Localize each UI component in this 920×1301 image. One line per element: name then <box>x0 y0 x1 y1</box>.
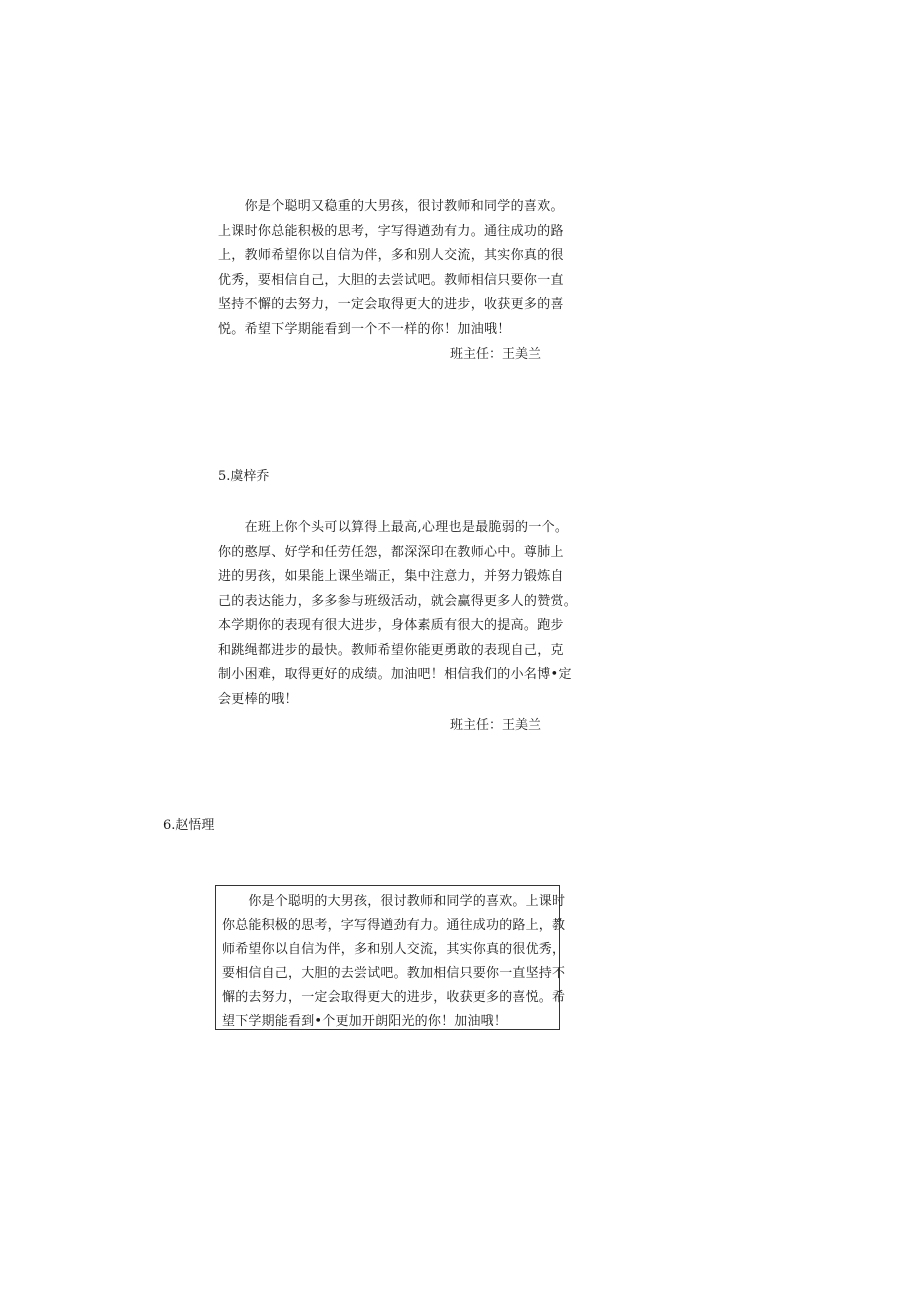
comment-line: 你总能积极的思考，字写得遒劲有力。通往成功的路上，教 <box>222 918 566 933</box>
comment-line: 制小困难，取得更好的成绩。加油吧！相信我们的小名博•定 <box>218 667 572 682</box>
teacher-signature-1: 班主任：王美兰 <box>450 347 542 362</box>
comment-line: 会更棒的哦！ <box>218 691 298 707</box>
comment-paragraph-5 <box>218 516 577 712</box>
comment-line: 坚持不懈的去努力，一定会取得更大的进步，收获更多的喜 <box>218 297 564 312</box>
comment-line: 和跳绳都进步的最快。教师希望你能更勇敢的表现自己，克 <box>218 642 564 658</box>
comment-line: 上，教师希望你以自信为伴，多和别人交流，其实你真的很 <box>218 248 564 263</box>
comment-paragraph-1 <box>218 195 564 342</box>
comment-line: 进的男孩，如果能上课坐端正，集中注意力，并努力锻炼自 <box>218 569 564 584</box>
comment-line: 己的表达能力，多多参与班级活动，就会赢得更多人的赞赏。 <box>218 593 578 609</box>
student-heading-5: 5.虞梓乔 <box>218 469 270 484</box>
teacher-signature-5: 班主任：王美兰 <box>450 718 542 733</box>
comment-line: 你是个聪明的大男孩，很讨教师和同学的喜欢。上课时 <box>222 894 566 909</box>
comment-line: 上课时你总能积极的思考，字写得遒劲有力。通往成功的路 <box>218 223 564 239</box>
comment-line: 要相信自己，大胆的去尝试吧。教加相信只要你一直坚持不 <box>222 966 566 981</box>
comment-line: 懈的去努力，一定会取得更大的进步，收获更多的喜悦。希 <box>222 990 566 1005</box>
comment-line: 在班上你个头可以算得上最高,心理也是最脆弱的一个。 <box>218 520 569 535</box>
comment-line: 师希望你以自信为伴，多和别人交流，其实你真的很优秀， <box>222 942 566 957</box>
comment-line: 你是个聪明又稳重的大男孩，很讨教师和同学的喜欢。 <box>218 199 564 214</box>
comment-line: 悦。希望下学期能看到一个不一样的你！加油哦！ <box>218 321 511 337</box>
comment-line: 优秀，要相信自己，大胆的去尝试吧。教师相信只要你一直 <box>218 272 564 288</box>
student-heading-6: 6.赵悟理 <box>163 818 215 833</box>
comment-line: 望下学期能看到•个更加开朗阳光的你！加油哦！ <box>222 1014 508 1029</box>
comment-box-6 <box>215 885 566 1030</box>
comment-line: 你的憨厚、好学和任劳任怨，都深深印在教师心中。尊肺上 <box>218 544 564 560</box>
comment-line: 本学期你的表现有很大进步，身体素质有很大的提高。跑步 <box>218 618 564 633</box>
